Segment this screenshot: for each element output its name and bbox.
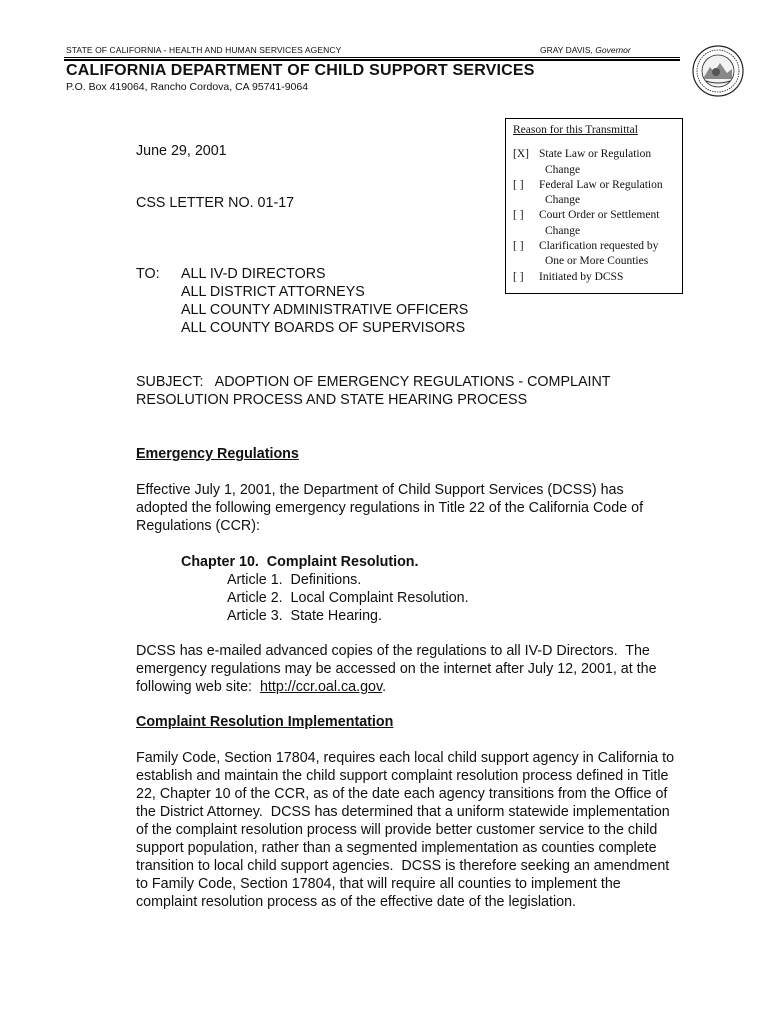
governor-name: GRAY DAVIS, bbox=[540, 45, 593, 55]
governor-title: Governor bbox=[595, 45, 631, 55]
paragraph-line: support population, rather than a segmented implementation as counties complete bbox=[136, 840, 657, 856]
paragraph-line: DCSS has e-mailed advanced copies of the regulations to all IV-D Directors. The bbox=[136, 643, 650, 659]
paragraph-line bbox=[136, 678, 696, 696]
header-rule-thin bbox=[64, 57, 680, 58]
paragraph-line: establish and maintain the child support complaint resolution process defined in Title bbox=[136, 768, 669, 784]
transmittal-item-text: Court Order or Settlement bbox=[539, 209, 660, 222]
paragraph-line: the District Attorney. DCSS has determined that a uniform statewide implementation bbox=[136, 804, 670, 820]
article-list bbox=[227, 571, 469, 625]
recipient-item: ALL DISTRICT ATTORNEYS bbox=[181, 284, 365, 300]
paragraph-implementation bbox=[136, 749, 711, 911]
paragraph-emergency-intro bbox=[136, 481, 696, 535]
paragraph-line: Regulations (CCR): bbox=[136, 518, 260, 534]
transmittal-item-text: Initiated by DCSS bbox=[539, 270, 624, 283]
department-name: CALIFORNIA DEPARTMENT OF CHILD SUPPORT SERVICES bbox=[66, 62, 535, 79]
letter-number: CSS LETTER NO. 01-17 bbox=[136, 195, 295, 211]
section-heading-emergency: Emergency Regulations bbox=[136, 446, 299, 462]
article-item: Article 2. Local Complaint Resolution. bbox=[227, 590, 469, 606]
transmittal-item bbox=[513, 147, 676, 178]
section-heading-implementation: Complaint Resolution Implementation bbox=[136, 714, 394, 730]
transmittal-item bbox=[513, 178, 676, 209]
paragraph-line: Effective July 1, 2001, the Department of Child Support Services (DCSS) has bbox=[136, 482, 624, 498]
transmittal-title: Reason for this Transmittal bbox=[513, 124, 638, 136]
transmittal-box bbox=[505, 118, 683, 294]
checkbox-mark: [ ] bbox=[513, 209, 524, 222]
recipient-item: ALL COUNTY BOARDS OF SUPERVISORS bbox=[181, 320, 466, 336]
checkbox-mark: [X] bbox=[513, 148, 529, 161]
subject-line: RESOLUTION PROCESS AND STATE HEARING PROCESS bbox=[136, 392, 528, 408]
checkbox-mark: [ ] bbox=[513, 178, 524, 191]
transmittal-item bbox=[513, 208, 676, 239]
transmittal-item-text-cont: One or More Counties bbox=[545, 255, 649, 268]
checkbox-mark: [ ] bbox=[513, 270, 524, 283]
recipient-item: ALL COUNTY ADMINISTRATIVE OFFICERS bbox=[181, 302, 469, 318]
transmittal-item-text-cont: Change bbox=[545, 194, 581, 207]
paragraph-line: adopted the following emergency regulations in Title 22 of the California Code of bbox=[136, 500, 644, 516]
governor-line bbox=[540, 45, 631, 55]
chapter-title: Chapter 10. Complaint Resolution. bbox=[181, 554, 419, 570]
department-address: P.O. Box 419064, Rancho Cordova, CA 95741-9064 bbox=[66, 81, 309, 93]
agency-name: STATE OF CALIFORNIA - HEALTH AND HUMAN SERVICES AGENCY bbox=[66, 45, 342, 55]
to-label: TO: bbox=[136, 266, 160, 282]
article-item: Article 1. Definitions. bbox=[227, 572, 362, 588]
letter-date: June 29, 2001 bbox=[136, 143, 227, 159]
checkbox-mark: [ ] bbox=[513, 240, 524, 253]
paragraph-line: of the complaint resolution process will provide better customer service to the child bbox=[136, 822, 658, 838]
transmittal-item-text: Clarification requested by bbox=[539, 240, 659, 253]
transmittal-item bbox=[513, 270, 676, 285]
transmittal-item-text: State Law or Regulation bbox=[539, 148, 652, 161]
paragraph-line: complaint resolution process as of the effective date of the legislation. bbox=[136, 894, 577, 910]
subject-line: SUBJECT: ADOPTION OF EMERGENCY REGULATIONS - COMPLAINT bbox=[136, 374, 611, 390]
link-suffix: . bbox=[382, 679, 387, 695]
paragraph-line: emergency regulations may be accessed on the internet after July 12, 2001, at the bbox=[136, 661, 657, 677]
transmittal-item bbox=[513, 239, 676, 270]
paragraph-line: transition to local child support agencies. DCSS is therefore seeking an amendment bbox=[136, 858, 670, 874]
header-rule-thick bbox=[64, 59, 680, 61]
article-item: Article 3. State Hearing. bbox=[227, 608, 382, 624]
transmittal-item-text-cont: Change bbox=[545, 224, 581, 237]
paragraph-line: Family Code, Section 17804, requires each local child support agency in California to bbox=[136, 750, 675, 766]
recipient-list bbox=[181, 265, 468, 337]
subject bbox=[136, 373, 676, 409]
recipient-item: ALL IV-D DIRECTORS bbox=[181, 266, 326, 282]
link-prefix: following web site: bbox=[136, 679, 260, 695]
transmittal-item-text-cont: Change bbox=[545, 163, 581, 176]
ccr-website-link[interactable]: http://ccr.oal.ca.gov bbox=[259, 679, 383, 695]
state-seal-icon bbox=[692, 45, 744, 97]
paragraph-line: to Family Code, Section 17804, that will require all counties to implement the bbox=[136, 876, 621, 892]
transmittal-item-text: Federal Law or Regulation bbox=[539, 178, 663, 191]
paragraph-line: 22, Chapter 10 of the CCR, as of the date each agency transitions from the Office of bbox=[136, 786, 668, 802]
paragraph-regulation-access bbox=[136, 642, 696, 696]
